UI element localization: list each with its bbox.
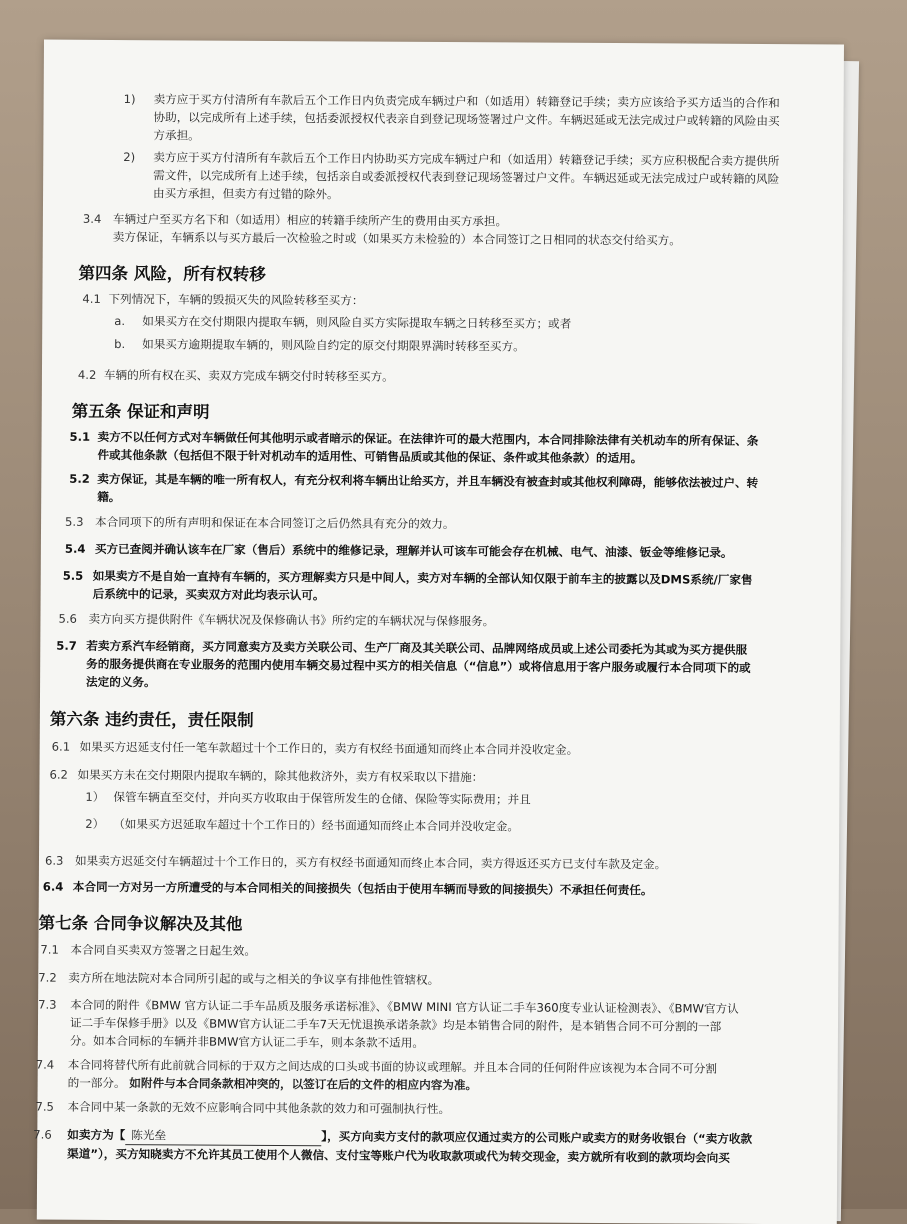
clause-line: 证二手车保修手册》以及《BMW官方认证二手车7天无忧退换承诺条款》均是本销售合同的附件，是本销售合同不可分割的一部 xyxy=(69,1015,722,1034)
clause-text: 下列情况下，车辆的毁损灭失的风险转移至买方： xyxy=(108,291,364,308)
clause-number: 7.5 xyxy=(35,1099,54,1114)
clause-number: 4.2 xyxy=(77,367,97,382)
clause-text: 如卖方为【 xyxy=(67,1127,126,1143)
article-4-title: 第四条 风险，所有权转移 xyxy=(78,263,266,284)
article-7-title: 第七条 合同争议解决及其他 xyxy=(38,913,243,934)
clause-transfer-1 xyxy=(123,90,824,143)
clause-number: 6.2 xyxy=(49,767,69,782)
clause-3-4 xyxy=(82,210,823,248)
clause-line: 件或其他条款（包括但不限于针对机动车的适用性、可销售品质或其他的保证、条件或其他条款）的适用。 xyxy=(97,447,643,466)
clause-line: 需文件，以完成所有上述手续，包括亲自或委派授权代表到登记现场签署过户文件。车辆迟延或无法完成过户或转籍的风险 xyxy=(153,168,780,187)
clause-number: 6.1 xyxy=(51,739,71,754)
clause-line: 本合同的附件《BMW 官方认证二手车品质及服务承诺标准》、《BMW MINI 官方认证二手车360度专业认证检测表》、《BMW官方认 xyxy=(70,997,739,1016)
clause-line: 协助，以完成所有上述手续，包括委派授权代表亲自到登记现场签署过户文件。车辆迟延或无法完成过户或转籍的风险由买 xyxy=(153,110,780,129)
clause-transfer-2 xyxy=(123,148,823,202)
article-5-title: 第五条 保证和声明 xyxy=(71,401,210,422)
clause-number: 3.4 xyxy=(82,211,102,226)
clause-text: 】，买方向卖方支付的款项应仅通过卖方的公司账户或卖方的财务收银台（“卖方收款 xyxy=(321,1129,753,1146)
clause-number: 4.1 xyxy=(82,291,101,306)
clause-number: b. xyxy=(114,336,126,352)
clause-line: 卖方应于买方付清所有车款后五个工作日内协助买方完成车辆过户和（如适用）转籍登记手续；买方应积极配合卖方提供所 xyxy=(153,150,780,169)
clause-text: 的一部分。 xyxy=(67,1075,126,1091)
clause-text: 本合同一方对另一方所遭受的与本合同相关的间接损失（包括由于使用车辆而导致的间接损失）不承担任何责任。 xyxy=(72,879,653,898)
clause-line: 渠道”），买方知晓卖方不允许其员工使用个人微信、支付宝等账户代为收取款项或代为转交现金，卖方就所有收到的款项均会向买 xyxy=(67,1146,730,1165)
clause-number: 7.3 xyxy=(38,997,57,1012)
clause-number: 6.4 xyxy=(42,879,64,894)
clause-line: 车辆过户至买方名下和（如适用）相应的转籍手续所产生的费用由买方承担。 xyxy=(112,211,508,229)
clause-line: 分。如本合同标的车辆并非BMW官方认证二手车，则本条款不适用。 xyxy=(69,1033,424,1050)
clause-text: 保管车辆直至交付，并向买方收取由于保管所发生的仓储、保险等实际费用；并且 xyxy=(113,789,531,807)
clause-number: 5.2 xyxy=(69,471,90,486)
clause-text: 卖方所在地法院对本合同所引起的或与之相关的争议享有排他性管辖权。 xyxy=(68,970,440,987)
clause-number: 2） xyxy=(85,816,105,831)
clause-number: 1) xyxy=(123,92,136,107)
clause-text: 本合同中某一条款的无效不应影响合同中其他条款的效力和可强制执行性。 xyxy=(67,1099,451,1117)
clause-number: 6.3 xyxy=(44,853,64,868)
clause-number: 5.4 xyxy=(64,541,86,556)
clause-line: 务的服务提供商在专业服务的范围内使用车辆交易过程中买方的相关信息（“信息”）或将信息用于客户服务或履行本合同项下的或 xyxy=(86,656,751,675)
clause-line: 后系统中的记录，买卖双方对此均表示认可。 xyxy=(92,586,325,603)
seller-name-field: 陈光垒 xyxy=(125,1126,321,1146)
clause-number: 5.1 xyxy=(69,429,91,444)
clause-text: 买方已查阅并确认该车在厂家（售后）系统中的维修记录，理解并认可该车可能会存在机械、电气、油漆、钣金等维修记录。 xyxy=(94,541,733,560)
clause-number: 7.2 xyxy=(38,970,57,985)
clause-number: 5.3 xyxy=(65,514,84,529)
clause-line: 籍。 xyxy=(97,489,121,505)
clause-line: 本合同将替代所有此前就合同标的于双方之间达成的口头或书面的协议或理解。并且本合同的任何附件应该视为本合同不可分割 xyxy=(67,1057,718,1076)
clause-number: a. xyxy=(114,313,126,329)
clause-line: 卖方保证，车辆系以与买方最后一次检验之时或（如果买方未检验的）本合同签订之日相同的状态交付给买方。 xyxy=(112,229,681,248)
clause-text: 如果买方未在交付期限内提取车辆的，除其他救济外，卖方有权采取以下措施： xyxy=(77,767,484,785)
clause-number: 1） xyxy=(85,789,105,804)
clause-text: 本合同项下的所有声明和保证在本合同签订之后仍然具有充分的效力。 xyxy=(95,514,455,532)
clause-line: 法定的义务。 xyxy=(86,674,156,690)
clause-number: 2) xyxy=(123,150,136,165)
clause-text: 如果卖方迟延交付车辆超过十个工作日的，买方有权经书面通知而终止本合同，卖方得返还买方已支付车款及定金。 xyxy=(74,853,667,872)
clause-line: 如果卖方不是自始一直持有车辆的，买方理解卖方只是中间人，卖方对车辆的全部认知仅限于前车主的披露以及DMS系统/厂家售 xyxy=(92,568,753,587)
clause-number: 7.6 xyxy=(33,1127,52,1142)
clause-text: 卖方向买方提供附件《车辆状况及保修确认书》所约定的车辆状况与保修服务。 xyxy=(88,611,495,629)
clause-line: 卖方应于买方付清所有车款后五个工作日内负责完成车辆过户和（如适用）转籍登记手续；卖方应该给予买方适当的合作和 xyxy=(153,92,780,111)
clause-text: （如果买方迟延取车超过十个工作日的）经书面通知而终止本合同并没收定金。 xyxy=(113,816,520,834)
clause-number: 5.5 xyxy=(62,568,84,583)
clause-text: 如果买方在交付期限内提取车辆，则风险自买方实际提取车辆之日转移至买方；或者 xyxy=(142,314,572,331)
clause-line: 卖方保证，其是车辆的唯一所有权人，有充分权利将车辆出让给买方，并且车辆没有被查封或其他权利障碍，能够依法被过户、转 xyxy=(97,471,759,490)
clause-number: 7.1 xyxy=(40,942,59,957)
clause-text: 如果买方逾期提取车辆的，则风险自约定的原交付期限界满时转移至买方。 xyxy=(142,337,525,354)
clause-line: 由买方承担，但卖方有过错的除外。 xyxy=(153,186,339,202)
clause-text: 本合同自买卖双方签署之日起生效。 xyxy=(70,942,257,958)
clause-number: 7.4 xyxy=(35,1057,55,1072)
clause-number: 5.7 xyxy=(56,638,77,653)
clause-text: 如果买方迟延支付任一笔车款超过十个工作日的，卖方有权经书面通知而终止本合同并没收定金。 xyxy=(79,739,579,757)
clause-line: 卖方不以任何方式对车辆做任何其他明示或者暗示的保证。在法律许可的最大范围内，本合同排除法律有关机动车的所有保证、条 xyxy=(97,429,759,448)
clause-line: 若卖方系汽车经销商，买方同意卖方及卖方关联公司、生产厂商及其关联公司、品牌网络成员或上述公司委托为其或为买方提供服 xyxy=(86,638,748,657)
clause-number: 5.6 xyxy=(58,611,77,626)
contract-page xyxy=(33,40,844,1224)
clause-text: 车辆的所有权在买、卖双方完成车辆交付时转移至买方。 xyxy=(103,367,394,384)
clause-bold-text: 如附件与本合同条款相冲突的，以签订在后的文件的相应内容为准。 xyxy=(129,1076,478,1093)
clause-line: 方承担。 xyxy=(153,128,200,143)
article-6-title: 第六条 违约责任，责任限制 xyxy=(49,709,254,730)
